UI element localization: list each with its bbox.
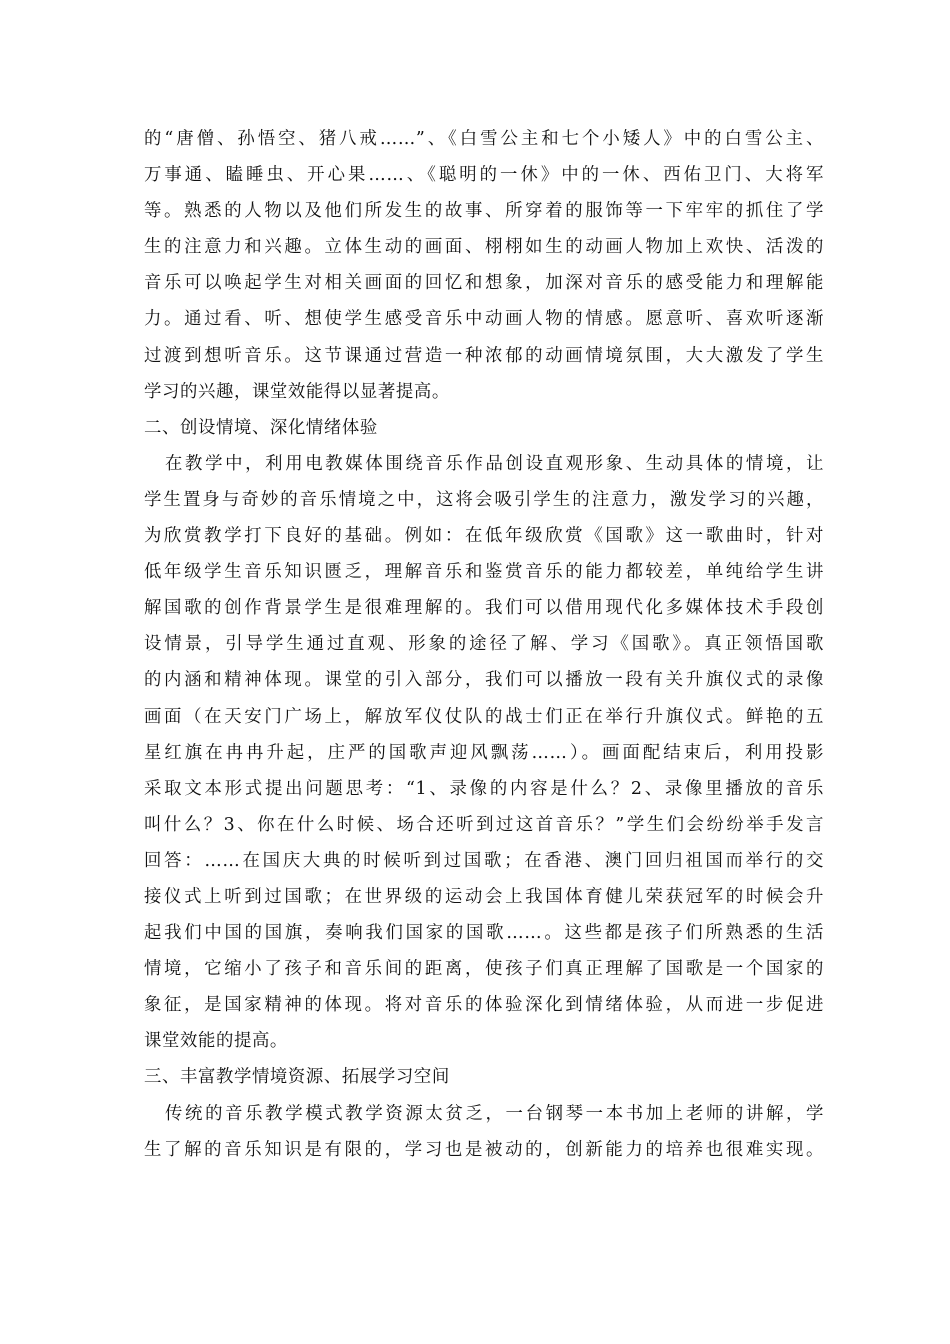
paragraph-line: 传统的音乐教学模式教学资源太贫乏，一台钢琴一本书加上老师的讲解，学	[165, 1103, 824, 1124]
paragraph-line: 生的注意力和兴趣。立体生动的画面、栩栩如生的动画人物加上欢快、活泼的	[144, 237, 824, 258]
paragraph-line: 接仪式上听到过国歌；在世界级的运动会上我国体育健儿荣获冠军的时候会升	[144, 886, 824, 907]
paragraph-line: 叫什么？3、你在什么时候、场合还听到过这首音乐？”学生们会纷纷举手发言	[144, 814, 824, 835]
paragraph-line: 为欣赏教学打下良好的基础。例如：在低年级欣赏《国歌》这一歌曲时，针对	[144, 526, 824, 547]
paragraph-line: 星红旗在冉冉升起，庄严的国歌声迎风飘荡……）。画面配结束后，利用投影	[144, 742, 824, 763]
paragraph-line: 解国歌的创作背景学生是很难理解的。我们可以借用现代化多媒体技术手段创	[144, 598, 824, 619]
paragraph-line: 课堂效能的提高。	[144, 1031, 288, 1052]
paragraph-line: 学习的兴趣，课堂效能得以显著提高。	[144, 381, 450, 402]
paragraph-line: 采取文本形式提出问题思考：“1、录像的内容是什么？2、录像里播放的音乐	[144, 778, 824, 799]
paragraph-line: 生了解的音乐知识是有限的，学习也是被动的，创新能力的培养也很难实现。	[144, 1139, 824, 1160]
paragraph-line: 回答：……在国庆大典的时候听到过国歌；在香港、澳门回归祖国而举行的交	[144, 850, 824, 871]
paragraph-line: 情境，它缩小了孩子和音乐间的距离，使孩子们真正理解了国歌是一个国家的	[144, 959, 824, 980]
section-heading: 二、创设情境、深化情绪体验	[144, 417, 378, 438]
paragraph-line: 设情景，引导学生通过直观、形象的途径了解、学习《国歌》。真正领悟国歌	[144, 634, 824, 655]
paragraph-line: 画面（在天安门广场上，解放军仪仗队的战士们正在举行升旗仪式。鲜艳的五	[144, 706, 824, 727]
paragraph-line: 学生置身与奇妙的音乐情境之中，这将会吸引学生的注意力，激发学习的兴趣，	[144, 489, 824, 510]
paragraph-line: 万事通、瞌睡虫、开心果……、《聪明的一休》中的一休、西佑卫门、大将军	[144, 165, 824, 186]
paragraph-line: 力。通过看、听、想使学生感受音乐中动画人物的情感。愿意听、喜欢听逐渐	[144, 309, 824, 330]
paragraph-line: 低年级学生音乐知识匮乏，理解音乐和鉴赏音乐的能力都较差，单纯给学生讲	[144, 562, 824, 583]
paragraph-line: 等。熟悉的人物以及他们所发生的故事、所穿着的服饰等一下牢牢的抓住了学	[144, 201, 824, 222]
section-heading: 三、丰富教学情境资源、拓展学习空间	[144, 1067, 450, 1088]
paragraph-line: 的内涵和精神体现。课堂的引入部分，我们可以播放一段有关升旗仪式的录像	[144, 670, 824, 691]
paragraph-line: 的“唐僧、孙悟空、猪八戒……”、《白雪公主和七个小矮人》中的白雪公主、	[144, 129, 824, 149]
paragraph-line: 过渡到想听音乐。这节课通过营造一种浓郁的动画情境氛围，大大激发了学生	[144, 345, 824, 366]
paragraph-line: 在教学中，利用电教媒体围绕音乐作品创设直观形象、生动具体的情境，让	[165, 453, 824, 474]
paragraph-line: 象征，是国家精神的体现。将对音乐的体验深化到情绪体验，从而进一步促进	[144, 995, 824, 1016]
document-body	[144, 121, 824, 1168]
paragraph-line: 音乐可以唤起学生对相关画面的回忆和想象，加深对音乐的感受能力和理解能	[144, 273, 824, 294]
paragraph-line: 起我们中国的国旗，奏响我们国家的国歌……。这些都是孩子们所熟悉的生活	[144, 923, 824, 944]
